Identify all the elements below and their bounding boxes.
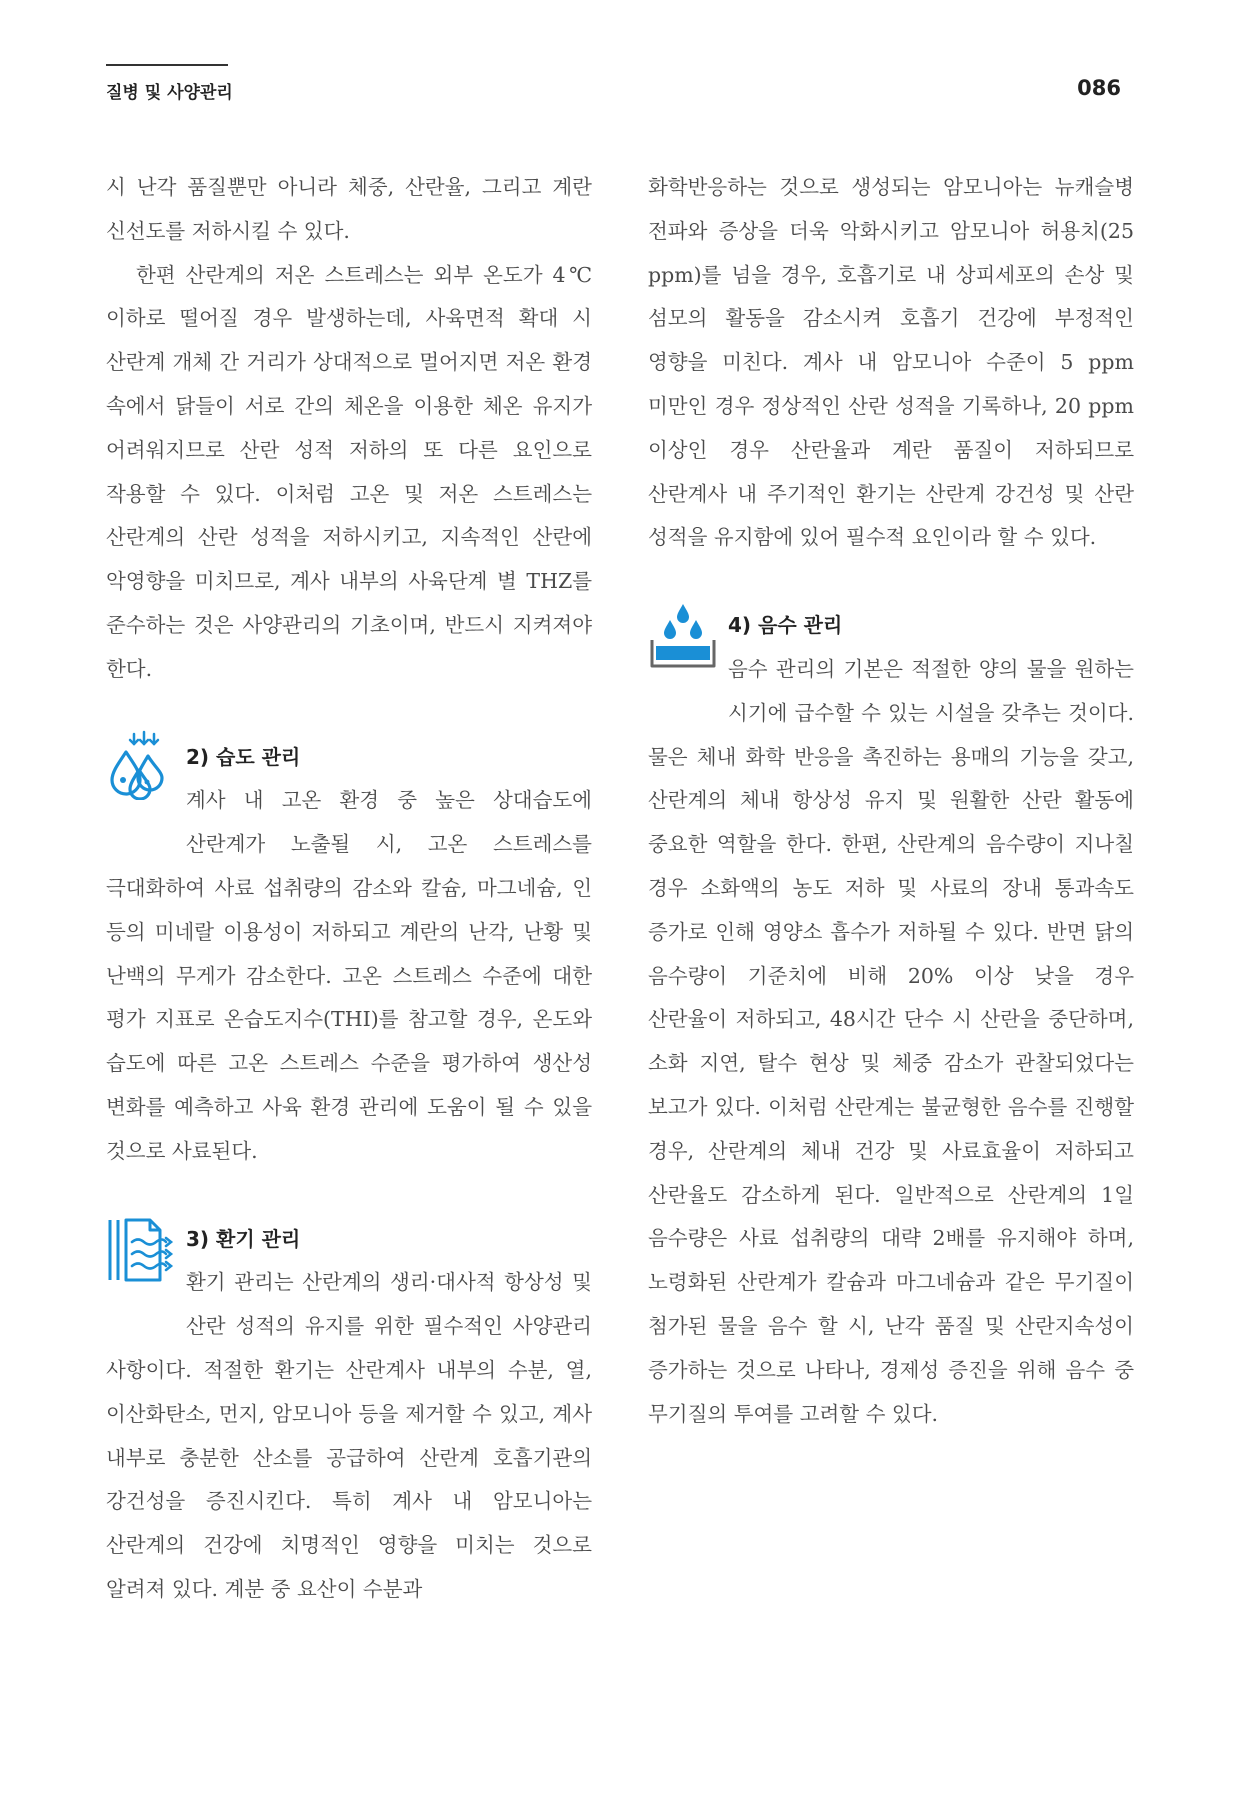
header-rule [106,64,228,66]
paragraph: 환기 관리는 산란계의 생리·대사적 항상성 및 산란 성적의 유지를 위한 필수적인 사양관리 사항이다. 적절한 환기는 산란계사 내부의 수분, 열, 이산화탄소, 먼지, 암모니아 등을 제거할 수 있고, 계사 내부로 충분한 산소를 공급하여 산란계 호흡기관의 강건성을 증진시킨다. 특히 계사 내 암모니아는 산란계의 건강에 치명적인 영향을 미치는 것으로 알려져 있다. 계분 중 요산이 수분과 [106,1270,592,1601]
section-title: 4) 음수 관리 [728,613,843,638]
ammonia-block [648,166,1134,560]
paragraph: 계사 내 고온 환경 중 높은 상대습도에 산란계가 노출될 시, 고온 스트레스를 극대화하여 사료 섭취량의 감소와 칼슘, 마그네슘, 인 등의 미네랄 이용성이 저하되고 계란의 난각, 난황 및 난백의 무게가 감소한다. 고온 스트레스 수준에 대한 평가 지표로 온습도지수(THI)를 참고할 경우, 온도와 습도에 따른 고온 스트레스 수준을 평가하여 생산성 변화를 예측하고 사육 환경 관리에 도움이 될 수 있을 것으로 사료된다. [106,788,592,1163]
water-heading [648,604,1134,648]
right-column [648,166,1134,1476]
intro-block [106,166,592,692]
paragraph: 한편 산란계의 저온 스트레스는 외부 온도가 4℃ 이하로 떨어질 경우 발생하는데, 사육면적 확대 시 산란계 개체 간 거리가 상대적으로 멀어지면 저온 환경 속에서 닭들이 서로 간의 체온을 이용한 체온 유지가 어려워지므로 산란 성적 저하의 또 다른 요인으로 작용할 수 있다. 이처럼 고온 및 저온 스트레스는 산란계의 산란 성적을 저하시키고, 지속적인 산란에 악영향을 미치므로, 계사 내부의 사육단계 별 THZ를 준수하는 것은 사양관리의 기초이며, 반드시 지켜져야 한다. [106,262,592,681]
ventilation-heading [106,1218,592,1262]
humidity-section [106,736,592,1174]
humidity-heading [106,736,592,780]
section-title: 3) 환기 관리 [186,1226,301,1251]
page-number: 086 [1077,76,1121,100]
ventilation-section [106,1218,592,1612]
left-column [106,166,592,1652]
section-label: 질병 및 사양관리 [106,83,233,103]
water-section [648,604,1134,1436]
paragraph: 화학반응하는 것으로 생성되는 암모니아는 뉴캐슬병 전파와 증상을 더욱 악화시키고 암모니아 허용치(25 ppm)를 넘을 경우, 호흡기로 내 상피세포의 손상 및 섬모의 활동을 감소시켜 호흡기 건강에 부정적인 영향을 미친다. 계사 내 암모니아 수준이 5 ppm 미만인 경우 정상적인 산란 성적을 기록하나, 20 ppm 이상인 경우 산란율과 계란 품질이 저하되므로 산란계사 내 주기적인 환기는 산란계 강건성 및 산란 성적을 유지함에 있어 필수적 요인이라 할 수 있다. [648,175,1134,550]
paragraph: 시 난각 품질뿐만 아니라 체중, 산란율, 그리고 계란 신선도를 저하시킬 수 있다. [106,175,592,243]
paragraph: 음수 관리의 기본은 적절한 양의 물을 원하는 시기에 급수할 수 있는 시설을 갖추는 것이다. 물은 체내 화학 반응을 촉진하는 용매의 기능을 갖고, 산란계의 체내 항상성 유지 및 원활한 산란 활동에 중요한 역할을 한다. 한편, 산란계의 음수량이 지나칠 경우 소화액의 농도 저하 및 사료의 장내 통과속도 증가로 인해 영양소 흡수가 저하될 수 있다. 반면 닭의 음수량이 기준치에 비해 20% 이상 낮을 경우 산란율이 저하되고, 48시간 단수 시 산란을 중단하며, 소화 지연, 탈수 현상 및 체중 감소가 관찰되었다는 보고가 있다. 이처럼 산란계는 불균형한 음수를 진행할 경우, 산란계의 체내 건강 및 사료효율이 저하되고 산란율도 감소하게 된다. 일반적으로 산란계의 1일 음수량은 사료 섭취량의 대략 2배를 유지해야 하며, 노령화된 산란계가 칼슘과 마그네슘과 같은 무기질이 첨가된 물을 음수 할 시, 난각 품질 및 산란지속성이 증가하는 것으로 나타나, 경제성 증진을 위해 음수 중 무기질의 투여를 고려할 수 있다. [648,656,1134,1426]
section-title: 2) 습도 관리 [186,744,301,769]
